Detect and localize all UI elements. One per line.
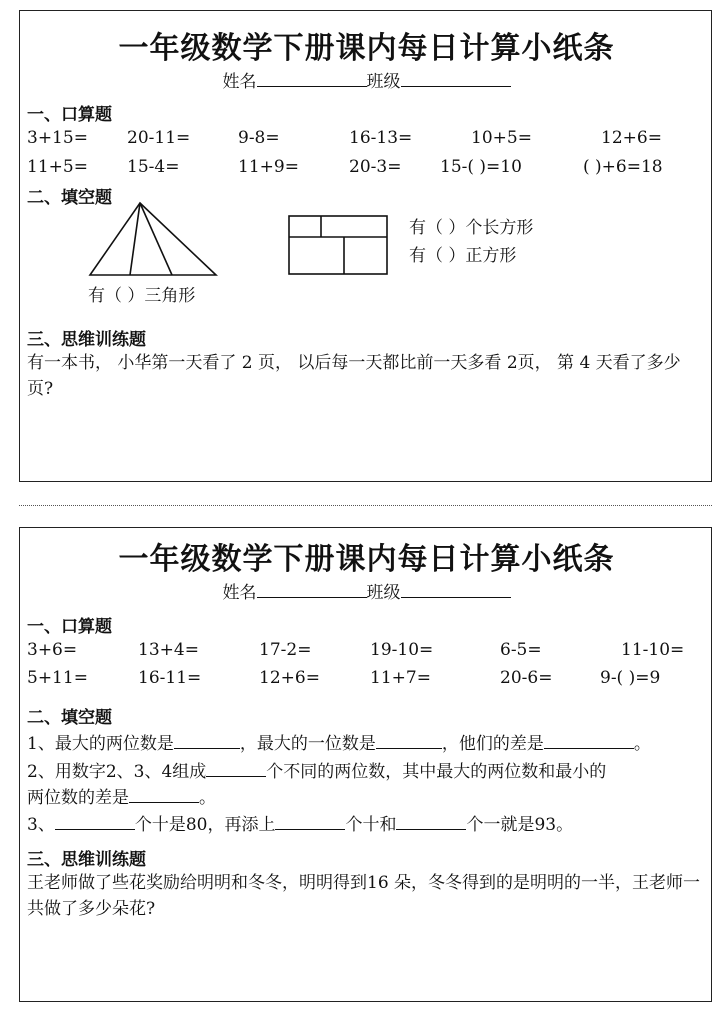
name-label: 姓名: [222, 72, 257, 92]
fill-question-1: [27, 729, 704, 754]
question-text: 个十是80，再添上: [134, 815, 276, 835]
answer-blank[interactable]: [55, 815, 135, 830]
answer-blank[interactable]: [376, 734, 442, 749]
question-text: ，他们的差是: [441, 734, 544, 754]
question-text: 。: [633, 734, 651, 754]
rectangle-question: 有（ ）个长方形: [409, 218, 534, 238]
worksheet-title: 一年级数学下册课内每日计算小纸条: [118, 542, 615, 577]
calc-item: 3+15=: [27, 128, 88, 148]
calc-item: 9-8=: [238, 128, 280, 148]
name-label: 姓名: [222, 583, 257, 603]
answer-blank[interactable]: [544, 734, 634, 749]
question-text: ，最大的一位数是: [239, 734, 376, 754]
name-class-line: [20, 67, 713, 92]
fill-question-2: [27, 757, 704, 782]
worksheet-card-2: [19, 527, 712, 1002]
class-label: 班级: [366, 583, 401, 603]
question-text: 两位数的差是: [27, 788, 129, 808]
question-text: 个一就是93。: [466, 815, 574, 835]
calc-item: 11-10=: [621, 640, 685, 660]
section-oral-calc: 一、口算题: [27, 617, 112, 637]
section-thinking: 三、思维训练题: [27, 850, 146, 870]
fill-question-2-cont: [27, 783, 704, 808]
class-blank[interactable]: [401, 583, 511, 598]
calc-item: ( )+6=18: [583, 157, 663, 177]
square-question: 有（ ）正方形: [409, 246, 517, 266]
calc-item: 20-3=: [349, 157, 402, 177]
answer-blank[interactable]: [129, 788, 199, 803]
rectangle-figure: [288, 215, 390, 277]
calc-item: 9-( )=9: [600, 668, 661, 688]
calc-item: 3+6=: [27, 640, 78, 660]
calc-item: 20-6=: [500, 668, 553, 688]
calc-item: 11+5=: [27, 157, 88, 177]
calc-item: 20-11=: [127, 128, 191, 148]
answer-blank[interactable]: [275, 815, 345, 830]
question-text: 2、用数字2、3、4组成: [27, 762, 207, 782]
calc-item: 13+4=: [138, 640, 199, 660]
calc-item: 12+6=: [601, 128, 662, 148]
section-thinking: 三、思维训练题: [27, 330, 146, 350]
calc-item: 15-4=: [127, 157, 180, 177]
calc-item: 12+6=: [259, 668, 320, 688]
section-fill-blank: 二、填空题: [27, 708, 112, 728]
name-blank[interactable]: [257, 72, 367, 87]
question-text: 个十和: [345, 815, 397, 835]
section-oral-calc: 一、口算题: [27, 105, 112, 125]
calc-item: 19-10=: [370, 640, 434, 660]
calc-item: 16-11=: [138, 668, 202, 688]
class-blank[interactable]: [401, 72, 511, 87]
calc-item: 11+7=: [370, 668, 431, 688]
name-class-line: [20, 578, 713, 603]
worksheet-card-1: [19, 10, 712, 482]
answer-blank[interactable]: [396, 815, 466, 830]
thinking-problem: 王老师做了些花奖励给明明和冬冬，明明得到16 朵，冬冬得到的是明明的一半，王老师一共做了多少朵花?: [27, 873, 701, 919]
triangle-figure: [88, 201, 218, 279]
question-text: 3、: [27, 815, 55, 835]
calc-item: 16-13=: [349, 128, 413, 148]
question-text: 1、最大的两位数是: [27, 734, 174, 754]
calc-item: 11+9=: [238, 157, 299, 177]
calc-item: 17-2=: [259, 640, 312, 660]
calc-item: 6-5=: [500, 640, 542, 660]
name-blank[interactable]: [257, 583, 367, 598]
calc-item: 10+5=: [471, 128, 532, 148]
triangle-question: 有（ ）三角形: [88, 286, 196, 306]
class-label: 班级: [366, 72, 401, 92]
fill-question-3: [27, 810, 704, 835]
answer-blank[interactable]: [174, 734, 240, 749]
calc-item: 15-( )=10: [440, 157, 522, 177]
thinking-problem: 有一本书， 小华第一天看了 2 页， 以后每一天都比前一天多看 2页， 第 4 天看了多少页?: [27, 353, 681, 399]
calc-item: 5+11=: [27, 668, 88, 688]
worksheet-title: 一年级数学下册课内每日计算小纸条: [118, 31, 615, 66]
answer-blank[interactable]: [206, 762, 266, 777]
section-fill-blank: 二、填空题: [27, 188, 112, 208]
question-text: 。: [199, 788, 216, 808]
question-text: 个不同的两位数，其中最大的两位数和最小的: [266, 762, 607, 782]
cut-line: [19, 505, 712, 506]
